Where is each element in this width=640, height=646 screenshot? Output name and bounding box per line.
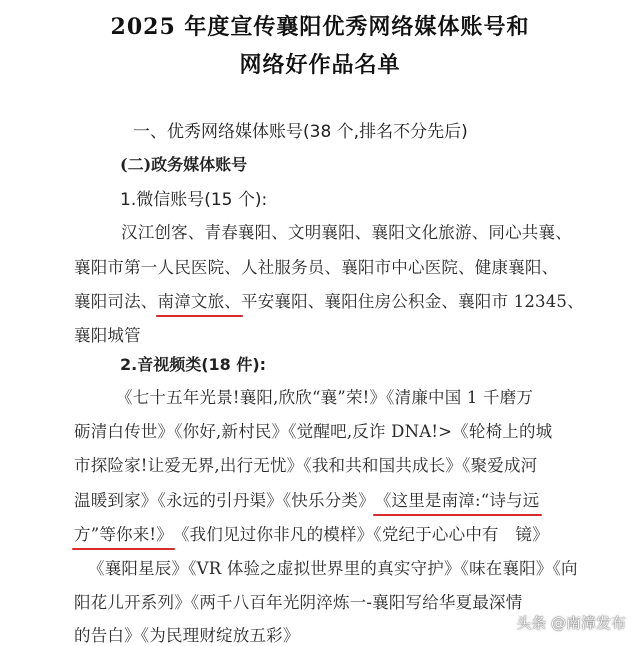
subsection-heading-government-media: (二)政务媒体账号 (120, 155, 248, 174)
video-list-line-7: 阳花儿开系列》《两千八百年光阴淬炼一-襄阳写给华夏最深情 (74, 593, 523, 612)
wechat-heading: 1.微信账号(15 个): (120, 190, 268, 210)
section-heading-accounts: 一、优秀网络媒体账号(38 个,排名不分先后) (133, 122, 468, 142)
wechat-list-line-3-pre: 襄阳司法、 (74, 292, 158, 311)
video-list-line-5-post: 《我们见过你非凡的模样》《党纪于心心中有 镜》 (172, 525, 549, 544)
video-list-line-8: 的告白》《为民理财绽放五彩》 (74, 626, 300, 645)
video-list-line-4-pre: 温暖到家》《永远的引丹渠》《快乐分类》 (74, 491, 375, 510)
wechat-list-line-3 (74, 288, 584, 312)
video-list-line-5 (74, 521, 549, 545)
video-heading: 2.音视频类(18 件): (120, 355, 267, 374)
video-list-line-2: 砺清白传世》《你好,新村民》《觉醒吧,反诈 DNA!>《轮椅上的城 (74, 422, 553, 441)
video-list-line-1: 《七十五年光景!襄阳,欣欣“襄”荣!》《清廉中国 1 千磨万 (116, 388, 534, 407)
wechat-list-line-4: 襄阳城管 (74, 326, 141, 345)
video-list-line-4 (74, 487, 540, 511)
video-list-line-3: 市探险家!让爱无界,出行无忧》《我和共和国共成长》《聚爱成河 (74, 456, 538, 475)
document-title-line-2: 网络好作品名单 (239, 52, 401, 78)
highlighted-work-nanzhang-part-2: 方”等你来!》 (74, 521, 173, 545)
wechat-list-line-2: 襄阳市第一人民医院、人社服务员、襄阳市中心医院、健康襄阳、 (74, 258, 559, 277)
wechat-list-line-3-post: 平安襄阳、襄阳住房公积金、襄阳市 12345、 (241, 292, 584, 311)
highlighted-work-nanzhang-part-1: 《这里是南漳:“诗与远 (375, 487, 540, 511)
highlighted-account-nanzhang: 南漳文旅、 (158, 288, 242, 312)
video-list-line-6: 《襄阳星辰》《VR 体验之虚拟世界里的真实守护》《味在襄阳》《向 (88, 559, 578, 578)
document-title-line-1: 2025 年度宣传襄阳优秀网络媒体账号和 (110, 14, 530, 40)
source-watermark: 头条 @南漳发布 (516, 614, 626, 632)
wechat-list-line-1: 汉江创客、青春襄阳、文明襄阳、襄阳文化旅游、同心共襄、 (121, 223, 572, 242)
